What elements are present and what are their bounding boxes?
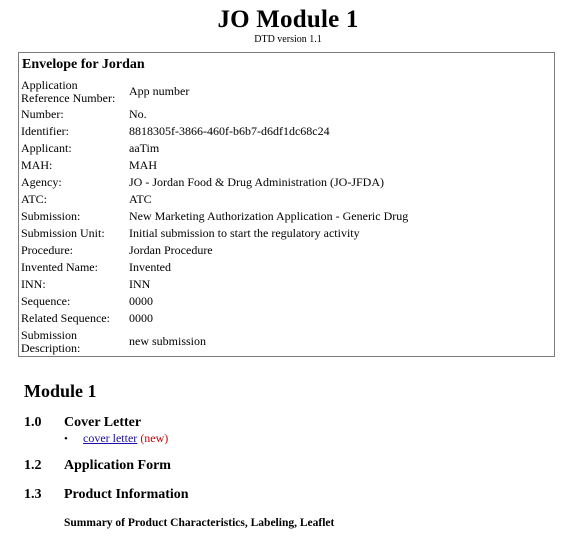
section-title: Cover Letter	[64, 415, 142, 430]
status-badge: (new)	[140, 431, 169, 445]
envelope-row	[21, 242, 541, 259]
dtd-version: DTD version 1.1	[254, 34, 322, 45]
list-item	[64, 431, 168, 446]
envelope-row	[21, 310, 541, 327]
cover-letter-list	[64, 431, 168, 446]
envelope-label: Identifier:	[21, 124, 69, 138]
module-heading: Module 1	[24, 381, 97, 401]
envelope-label: Submission:	[21, 209, 81, 223]
section-product-information	[24, 487, 189, 503]
section-cover-letter	[24, 415, 141, 431]
envelope-row	[21, 225, 541, 242]
section-title: Product Information	[64, 487, 189, 502]
envelope-panel	[18, 52, 555, 357]
envelope-label: Number:	[21, 107, 64, 121]
envelope-value: Jordan Procedure	[129, 243, 213, 257]
envelope-row	[21, 293, 541, 310]
envelope-label: Submission Unit:	[21, 226, 105, 240]
section-number: 1.2	[24, 458, 42, 473]
envelope-table	[21, 77, 541, 356]
envelope-label: Applicant:	[21, 141, 72, 155]
envelope-title: Envelope for Jordan	[22, 57, 145, 72]
envelope-value: aaTim	[129, 141, 160, 155]
envelope-label: MAH:	[21, 158, 53, 172]
section-number: 1.0	[24, 415, 42, 430]
envelope-row	[21, 106, 541, 123]
section-title: Application Form	[64, 458, 171, 473]
envelope-value: 0000	[129, 311, 153, 325]
cover-letter-link[interactable]: cover letter	[83, 431, 138, 445]
envelope-value: ATC	[129, 192, 152, 206]
envelope-row	[21, 208, 541, 225]
envelope-row	[21, 191, 541, 208]
envelope-row	[21, 77, 541, 106]
envelope-label: ATC:	[21, 192, 48, 206]
envelope-value: No.	[129, 107, 147, 121]
envelope-row	[21, 140, 541, 157]
envelope-row	[21, 157, 541, 174]
envelope-row	[21, 327, 541, 356]
envelope-value: App number	[129, 84, 190, 98]
envelope-label: Related Sequence:	[21, 311, 110, 325]
product-info-subheading: Summary of Product Characteristics, Labeling, Leaflet	[64, 517, 335, 529]
envelope-row	[21, 259, 541, 276]
envelope-value: Initial submission to start the regulatory activity	[129, 226, 360, 240]
envelope-label: Application Reference Number:	[21, 77, 116, 105]
envelope-row	[21, 174, 541, 191]
envelope-value: new submission	[129, 334, 207, 348]
envelope-label: Sequence:	[21, 294, 71, 308]
envelope-value: 8818305f-3866-460f-b6b7-d6df1dc68c24	[129, 124, 330, 138]
envelope-value: 0000	[129, 294, 153, 308]
envelope-label: Agency:	[21, 175, 62, 189]
envelope-label: Procedure:	[21, 243, 73, 257]
envelope-value: Invented	[129, 260, 171, 274]
envelope-row	[21, 123, 541, 140]
page-title: JO Module 1	[217, 6, 359, 33]
envelope-label: Submission Description:	[21, 327, 81, 355]
envelope-label: Invented Name:	[21, 260, 98, 274]
envelope-row	[21, 276, 541, 293]
section-number: 1.3	[24, 487, 42, 502]
envelope-value: MAH	[129, 158, 158, 172]
envelope-value: INN	[129, 277, 151, 291]
section-application-form	[24, 458, 171, 474]
envelope-value: JO - Jordan Food & Drug Administration (JO-JFDA)	[129, 175, 384, 189]
envelope-value: New Marketing Authorization Application - Generic Drug	[129, 209, 409, 223]
envelope-label: INN:	[21, 277, 46, 291]
